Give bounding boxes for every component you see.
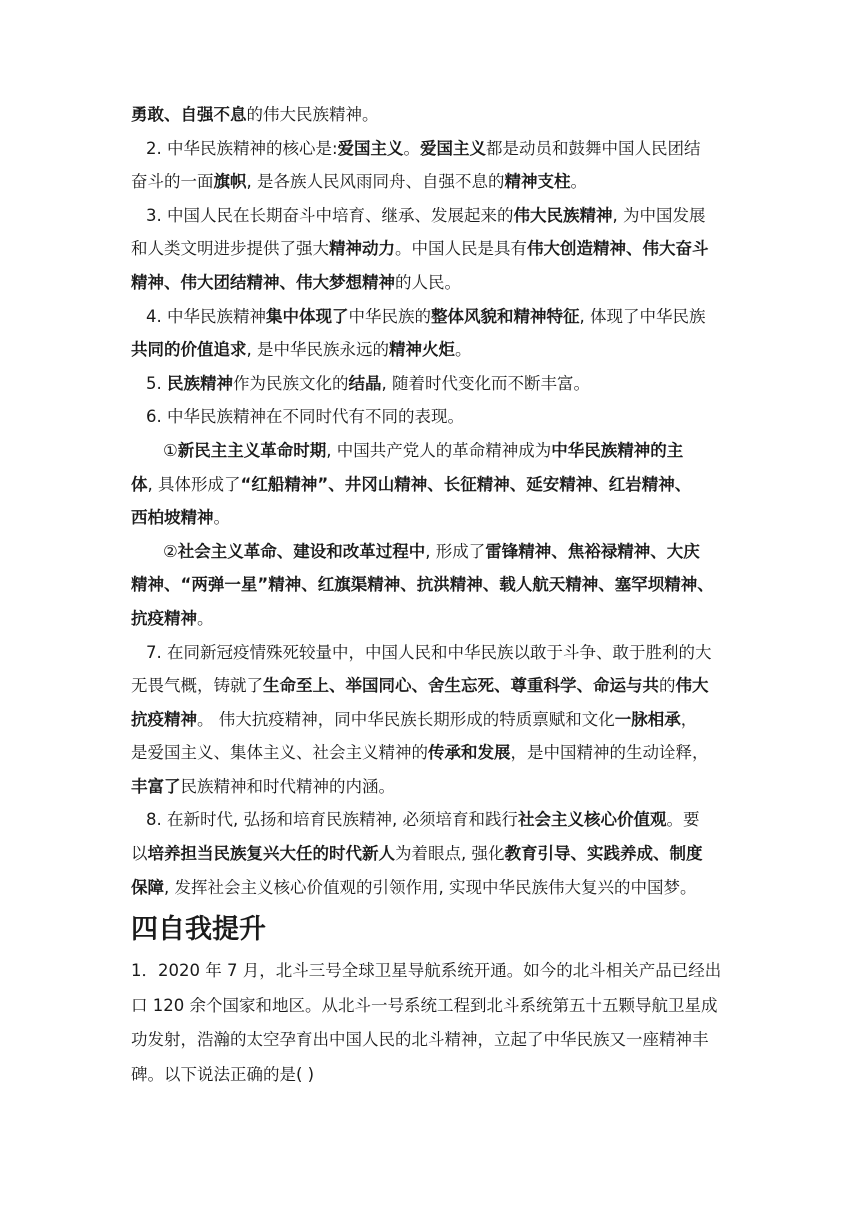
bold-text: 生命至上、举国同心、舍生忘死、尊重科学、命运与共	[263, 676, 659, 696]
text-run: 3. 中国人民在长期奋斗中培育、继承、发展起来的	[146, 205, 514, 225]
question-line: 口 120 余个国家和地区。从北斗一号系统工程到北斗系统第五十五颗导航卫星成	[131, 995, 718, 1015]
text-run: ②	[163, 541, 178, 561]
text-run: 。	[213, 508, 230, 528]
bold-text: 精神支柱	[504, 172, 571, 192]
text-line	[131, 434, 734, 468]
bold-text: 勇敢、自强不息	[131, 105, 247, 124]
text-line	[131, 636, 734, 670]
text-run: 。要	[666, 810, 700, 830]
text-line	[131, 501, 734, 535]
text-line	[131, 602, 734, 636]
text-run: ①	[163, 440, 178, 460]
bold-text: 社会主义核心价值观	[517, 810, 667, 830]
bold-text: 伟大	[675, 676, 709, 696]
text-run: 。中国人民是具有	[395, 239, 527, 259]
exercise-question	[131, 954, 734, 1092]
bold-text: 西柏坡精神	[131, 508, 214, 528]
text-line	[131, 736, 734, 770]
text-run: 2. 中华民族精神的核心是:	[146, 138, 338, 158]
bold-text: 雷锋精神、焦裕禄精神、大庆	[485, 541, 700, 561]
text-line	[131, 367, 734, 401]
bold-text: 精神火炬	[389, 340, 455, 360]
section-heading: 四自我提升	[131, 914, 266, 946]
bold-text: 新民主主义革命时期	[177, 440, 327, 460]
bold-text: 共同的价值追求	[131, 340, 247, 360]
knowledge-summary	[131, 98, 734, 904]
text-run: 中华民族的	[348, 306, 431, 326]
bold-text: 一脉相承	[614, 709, 681, 729]
text-run: 的人民。	[395, 272, 461, 292]
text-line	[131, 98, 734, 132]
question-line: 碑。以下说法正确的是( )	[131, 1064, 315, 1084]
text-run: ，	[680, 709, 698, 729]
text-line	[131, 770, 734, 804]
text-run: 8. 在新时代, 弘扬和培育民族精神, 必须培育和践行	[146, 810, 518, 830]
text-run: , 具体形成了	[147, 474, 241, 494]
bold-text: 精神、“两弹一星”精神、红旗渠精神、抗洪精神、载人航天精神、塞罕坝精神、	[131, 575, 714, 595]
text-run: 为着眼点, 强化	[395, 844, 505, 864]
text-run: 6. 中华民族精神在不同时代有不同的表现。	[146, 407, 464, 427]
text-line	[131, 568, 734, 602]
bold-text: 伟大民族精神	[513, 205, 613, 225]
text-run: 5.	[146, 373, 167, 393]
text-line	[131, 333, 734, 367]
bold-text: 整体风貌和精神特征	[431, 306, 580, 326]
text-run: 奋斗的一面	[131, 172, 214, 192]
text-run: , 是中华民族永远的	[246, 340, 389, 360]
bold-text: 旗帜	[213, 172, 247, 192]
text-run: 民族精神和时代精神的内涵。	[180, 776, 395, 796]
bold-text: 中华民族精神的主	[551, 440, 684, 460]
text-run: 。	[403, 138, 421, 158]
text-line	[131, 703, 734, 737]
text-run: 都是动员和鼓舞中国人民团结	[486, 138, 701, 158]
text-run: , 是各族人民风雨同舟、自强不息的	[246, 172, 505, 192]
text-run: , 发挥社会主义核心价值观的引领作用, 实现中华民族伟大复兴的中国梦。	[164, 877, 697, 897]
text-run: 作为民族文化的	[233, 373, 349, 393]
text-line	[131, 669, 734, 703]
bold-text: 民族精神	[167, 373, 233, 393]
bold-text: 精神、伟大团结精神、伟大梦想精神	[131, 272, 395, 292]
text-line	[131, 266, 734, 300]
text-run: 的伟大民族精神。	[246, 105, 379, 124]
text-run: , 随着时代变化而不断丰富。	[381, 373, 590, 393]
text-line	[131, 199, 734, 233]
question-line: 1．2020 年 7 月，北斗三号全球卫星导航系统开通。如今的北斗相关产品已经出	[131, 961, 722, 981]
text-run: , 中国共产党人的革命精神成为	[326, 440, 552, 460]
bold-text: 教育引导、实践养成、制度	[504, 844, 703, 864]
bold-text: 保障	[131, 877, 164, 897]
text-line	[131, 400, 734, 434]
text-run: , 为中国发展	[612, 205, 706, 225]
bold-text: 丰富了	[131, 776, 181, 796]
text-run: ，是中国精神的生动诠释，	[510, 743, 709, 763]
text-line	[131, 871, 734, 905]
text-run: 和人类文明进步提供了强大	[131, 239, 329, 259]
text-run: 无畏气概，铸就了	[131, 676, 263, 696]
bold-text: 培养担当民族复兴大任的时代新人	[147, 844, 395, 864]
text-run: 。 伟大抗疫精神，同中华民族长期形成的特质禀赋和文化	[197, 709, 615, 729]
bold-text: 爱国主义	[420, 138, 487, 158]
bold-text: 集中体现了	[266, 306, 349, 326]
bold-text: 社会主义革命、建设和改革过程中	[177, 541, 426, 561]
text-line	[131, 232, 734, 266]
bold-text: 精神动力	[329, 239, 395, 259]
text-line	[131, 468, 734, 502]
bold-text: 爱国主义	[337, 138, 404, 158]
text-run: 的	[659, 676, 676, 696]
question-line: 功发射，浩瀚的太空孕育出中国人民的北斗精神，立起了中华民族又一座精神丰	[131, 1030, 709, 1050]
bold-text: 抗疫精神	[131, 709, 197, 729]
text-line	[131, 132, 734, 166]
text-line	[131, 165, 734, 199]
text-line	[131, 300, 734, 334]
bold-text: 抗疫精神	[131, 608, 197, 628]
bold-text: 传承和发展	[428, 743, 511, 763]
text-line	[131, 837, 734, 871]
text-run: 4. 中华民族精神	[146, 306, 266, 326]
text-run: 。	[570, 172, 587, 192]
text-run: 是爱国主义、集体主义、社会主义精神的	[131, 743, 428, 763]
bold-text: 体	[131, 474, 148, 494]
bold-text: 伟大创造精神、伟大奋斗	[527, 239, 709, 259]
text-run: 。	[455, 340, 472, 360]
text-run: 以	[131, 844, 148, 864]
text-run: , 体现了中华民族	[579, 306, 706, 326]
text-run: 7. 在同新冠疫情殊死较量中，中国人民和中华民族以敢于斗争、敢于胜利的大	[146, 642, 712, 662]
bold-text: 结晶	[348, 373, 382, 393]
text-line	[131, 803, 734, 837]
text-run: , 形成了	[425, 541, 486, 561]
bold-text: “红船精神”、井冈山精神、长征精神、延安精神、红岩精神、	[240, 474, 692, 494]
text-line	[131, 535, 734, 569]
text-run: 。	[197, 608, 214, 628]
